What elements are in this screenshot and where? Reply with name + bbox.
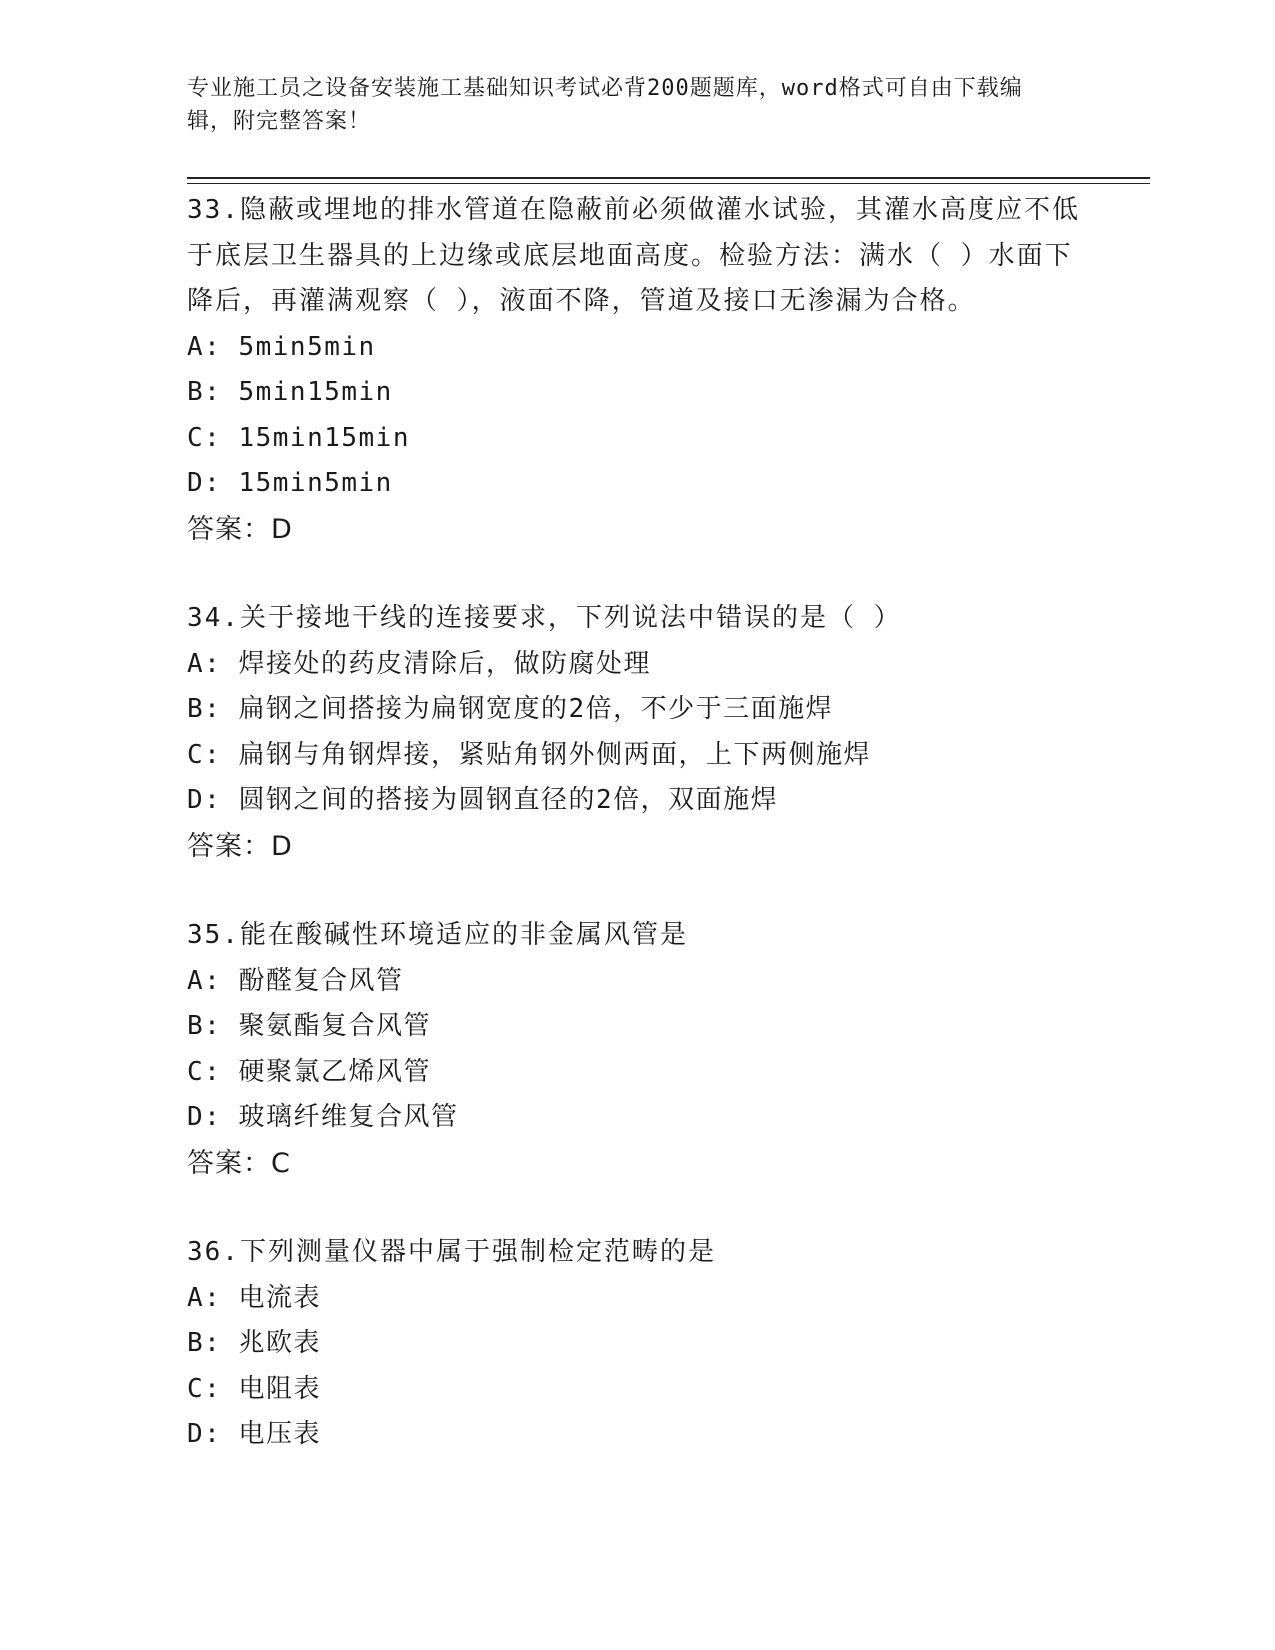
answer-line: 答案：D: [187, 830, 293, 862]
option-d: D: 电压表: [187, 1419, 321, 1449]
question-33: [187, 188, 1087, 552]
option-a: A: 电流表: [187, 1282, 321, 1313]
option-a: A: 酚醛复合风管: [187, 965, 404, 996]
option-d: D: 圆钢之间的搭接为圆钢直径的2倍，双面施焊: [187, 785, 779, 815]
question-stem: 34.关于接地干线的连接要求，下列说法中错误的是（ ）: [187, 603, 902, 633]
question-stem: 35.能在酸碱性环境适应的非金属风管是: [187, 920, 688, 950]
question-34: [187, 596, 1087, 869]
option-b: B: 聚氨酯复合风管: [187, 1011, 431, 1041]
option-c: C: 硬聚氯乙烯风管: [187, 1056, 431, 1087]
option-c: C: 15min15min: [187, 422, 410, 453]
option-a: A: 焊接处的药皮清除后，做防腐处理: [187, 648, 651, 679]
question-list: [187, 188, 1087, 1502]
document-header: 专业施工员之设备安装施工基础知识考试必背200题题库，word格式可自由下载编辑，附完整答案！: [187, 76, 1023, 134]
option-b: B: 扁钢之间搭接为扁钢宽度的2倍，不少于三面施焊: [187, 694, 834, 724]
header-rule-thin: [187, 183, 1150, 184]
question-36: [187, 1230, 1087, 1458]
answer-line: 答案：D: [187, 513, 293, 545]
option-d: D: 15min5min: [187, 468, 393, 498]
answer-line: 答案：C: [187, 1147, 291, 1179]
question-35: [187, 913, 1087, 1186]
question-stem: 36.下列测量仪器中属于强制检定范畴的是: [187, 1237, 716, 1267]
header-rule-thick: [187, 177, 1150, 179]
option-a: A: 5min5min: [187, 331, 376, 362]
option-c: C: 电阻表: [187, 1373, 321, 1404]
option-c: C: 扁钢与角钢焊接，紧贴角钢外侧两面，上下两侧施焊: [187, 739, 871, 770]
option-b: B: 5min15min: [187, 377, 393, 407]
option-b: B: 兆欧表: [187, 1328, 321, 1358]
option-d: D: 玻璃纤维复合风管: [187, 1102, 459, 1132]
question-stem: 33.隐蔽或埋地的排水管道在隐蔽前必须做灌水试验，其灌水高度应不低于底层卫生器具的上边缘或底层地面高度。检验方法：满水（ ）水面下降后，再灌满观察（ ），液面不降，管道及接口无渗漏为合格。: [187, 195, 1080, 316]
